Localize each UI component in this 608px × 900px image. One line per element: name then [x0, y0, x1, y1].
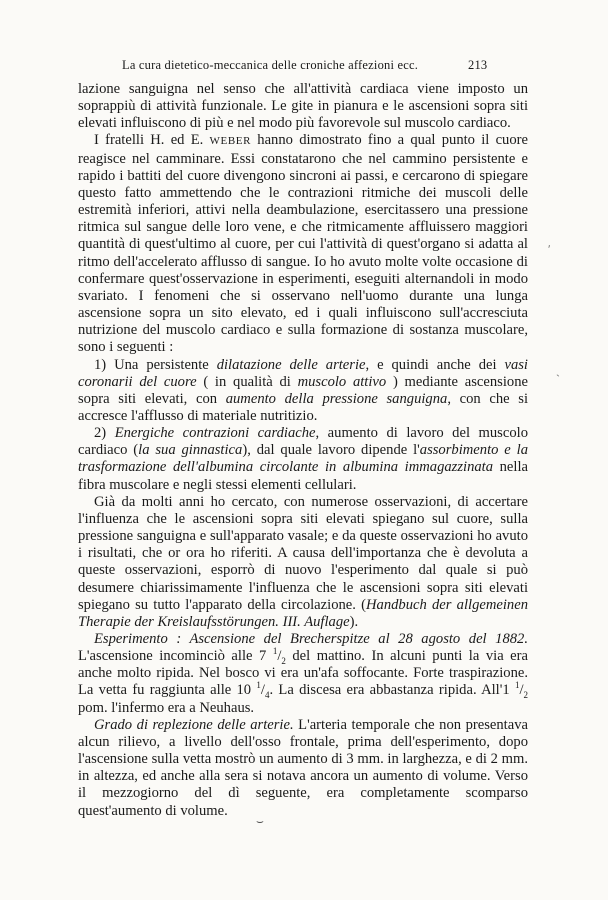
running-title: La cura dietetico-meccanica delle croniche affezioni ecc. — [122, 58, 419, 72]
text-run: ) mediante ascensione sopra siti elevati, con — [78, 373, 528, 407]
margin-speck: ˋ — [556, 372, 560, 386]
text-run: Già da molti anni ho cercato, con numerose osservazioni, di accertare l'influenza che le ascensioni sopra siti elevati spiegano sul cuore, sulla pressione sanguigna e sull'apparato vasale; e da queste osservazioni ho avuto i risultati, che or ora ho riferiti. A causa dell'importanza che è devoluta a queste osservazioni, esporrò di nuovo l'esperimento dal quale si può desumere chiarissimamente l'influenza che le ascensioni sopra siti elevati spiegano su tutto l'apparato della circolazione. ( — [78, 493, 528, 613]
italic-phrase: vasi coronarii del cuore — [78, 356, 528, 390]
italic-phrase: dilatazione delle arterie — [216, 356, 366, 373]
italic-phrase: Energiche contrazioni cardiache — [114, 425, 316, 442]
author-name-weber: WEBER — [209, 135, 252, 148]
text-run: nella fibra muscolare e negli stessi elementi cellulari. — [78, 459, 528, 493]
fraction-denominator: 2 — [281, 656, 286, 667]
paragraph-1: lazione sanguigna nel senso che all'attività cardiaca viene imposto un soprappiù di attività funzionale. Le gite in pianura e le ascensioni sopra siti elevati influiscono di più e nel modo più favorevole sul muscolo cardiaco. — [78, 81, 528, 132]
body-text — [78, 81, 528, 820]
list-item-1 — [78, 357, 528, 426]
text-run: ( in qualità di — [196, 373, 298, 390]
margin-speck: ʹ — [548, 242, 551, 256]
text-run: 2) — [94, 425, 115, 442]
text-run: . La discesa era abbastanza ripida. All'1 — [269, 682, 515, 699]
replezione-paragraph — [78, 717, 528, 820]
page-number: 213 — [468, 58, 488, 72]
subsection-heading: Grado di replezione delle arterie. — [94, 716, 294, 733]
text-run: pom. l'infermo era a Neuhaus. — [78, 699, 255, 716]
page-header — [0, 58, 608, 76]
text-run: , e quindi anche dei — [365, 356, 505, 373]
text-run: del mattino. In alcuni punti la via era anche molto ripida. Nel bosco vi era un'afa soffocante. Forte traspirazione. La vetta fu raggiunta alle 10 — [78, 648, 528, 699]
text-run: L'ascensione incominciò alle 7 — [78, 648, 273, 665]
italic-phrase: muscolo attivo — [297, 373, 387, 390]
fraction-numerator: 1 — [256, 680, 261, 691]
text-run: 1) Una persistente — [94, 356, 217, 373]
italic-phrase: la sua ginnastica — [138, 442, 243, 459]
experiment-heading: Esperimento : Ascensione del Brecherspitze al 28 agosto del 1882. — [94, 631, 528, 647]
fraction-numerator: 1 — [514, 680, 520, 691]
fraction-denominator: 2 — [523, 690, 528, 701]
citation-title: Handbuch der allgemeinen Therapie der Kreislaufsstörungen. III. Auflage — [78, 596, 529, 630]
text-run: I fratelli H. ed E. — [94, 132, 210, 149]
text-run: ). — [349, 613, 359, 630]
list-item-2 — [78, 425, 528, 494]
experiment-paragraph: Esperimento : Ascensione del Brecherspitze al 28 agosto del 1882. L'ascensione incominciò alle 7 $^1/_2$ del mattino. In alcuni punti la via era anche molto ripida. Nel bosco vi era un'afa soffocante. Forte traspirazione. La vetta fu raggiunta alle 10 $^1/_4$. La discesa era abbastanza ripida. All'1 $^1/_2$ pom. l'infermo era a Neuhaus. — [78, 631, 528, 716]
text-run: L'arteria temporale che non presentava alcun rilievo, a livello dell'osso frontale, prima dell'esperimento, dopo l'ascensione sulla vetta mostrò un aumento di 3 mm. in larghezza, e di 2 mm. in altezza, ed anche alla sera si notava ancora un aumento di volume. Verso il mezzogiorno del dì seguente, era completamente scomparso quest'aumento di volume. — [78, 716, 528, 819]
paragraph-5 — [78, 494, 528, 631]
paragraph-2 — [78, 132, 528, 356]
italic-phrase: aumento della pressione sanguigna — [225, 390, 448, 407]
text-run: , aumento di lavoro del muscolo cardiaco ( — [78, 425, 528, 459]
fraction-numerator: 1 — [272, 646, 278, 657]
text-run: ), dal quale lavoro dipende l' — [242, 442, 420, 459]
italic-phrase: assorbimento e la trasformazione dell'albumina circolante in albumina immagazzinata — [78, 442, 528, 476]
text-run: , con che si accresce l'afflusso di materiale nutritizio. — [78, 390, 529, 424]
fraction-denominator: 4 — [264, 690, 270, 701]
text-run: hanno dimostrato fino a qual punto il cuore reagisce nel camminare. Essi constatarono che nel cammino persistente e rapido i battiti del cuore divengono sincroni ai passi, e cercarono di spiegare questo fatto ammettendo che le contrazioni ritmiche dei muscoli delle estremità inferiori, attivi nella deambulazione, esercitassero una pressione ritmica sul sangue delle loro vene, e che ritmicamente affluissero maggiori quantità di quest'ultimo al cuore, per cui l'attività di quest'organo si adatta al ritmo dell'accelerato afflusso di sangue. Io ho avuto molte volte occasione di confermare quest'osservazione in esperimenti, eseguiti alternandoli in modo svariato. I fenomeni che si osservano nell'uomo durante una lunga ascensione sopra un sito elevato, ed i quali influiscono sull'accresciuta nutrizione del muscolo cardiaco e sulla formazione di sostanza muscolare, sono i seguenti : — [78, 132, 528, 356]
tail-ornament: ⌣ — [256, 814, 264, 828]
